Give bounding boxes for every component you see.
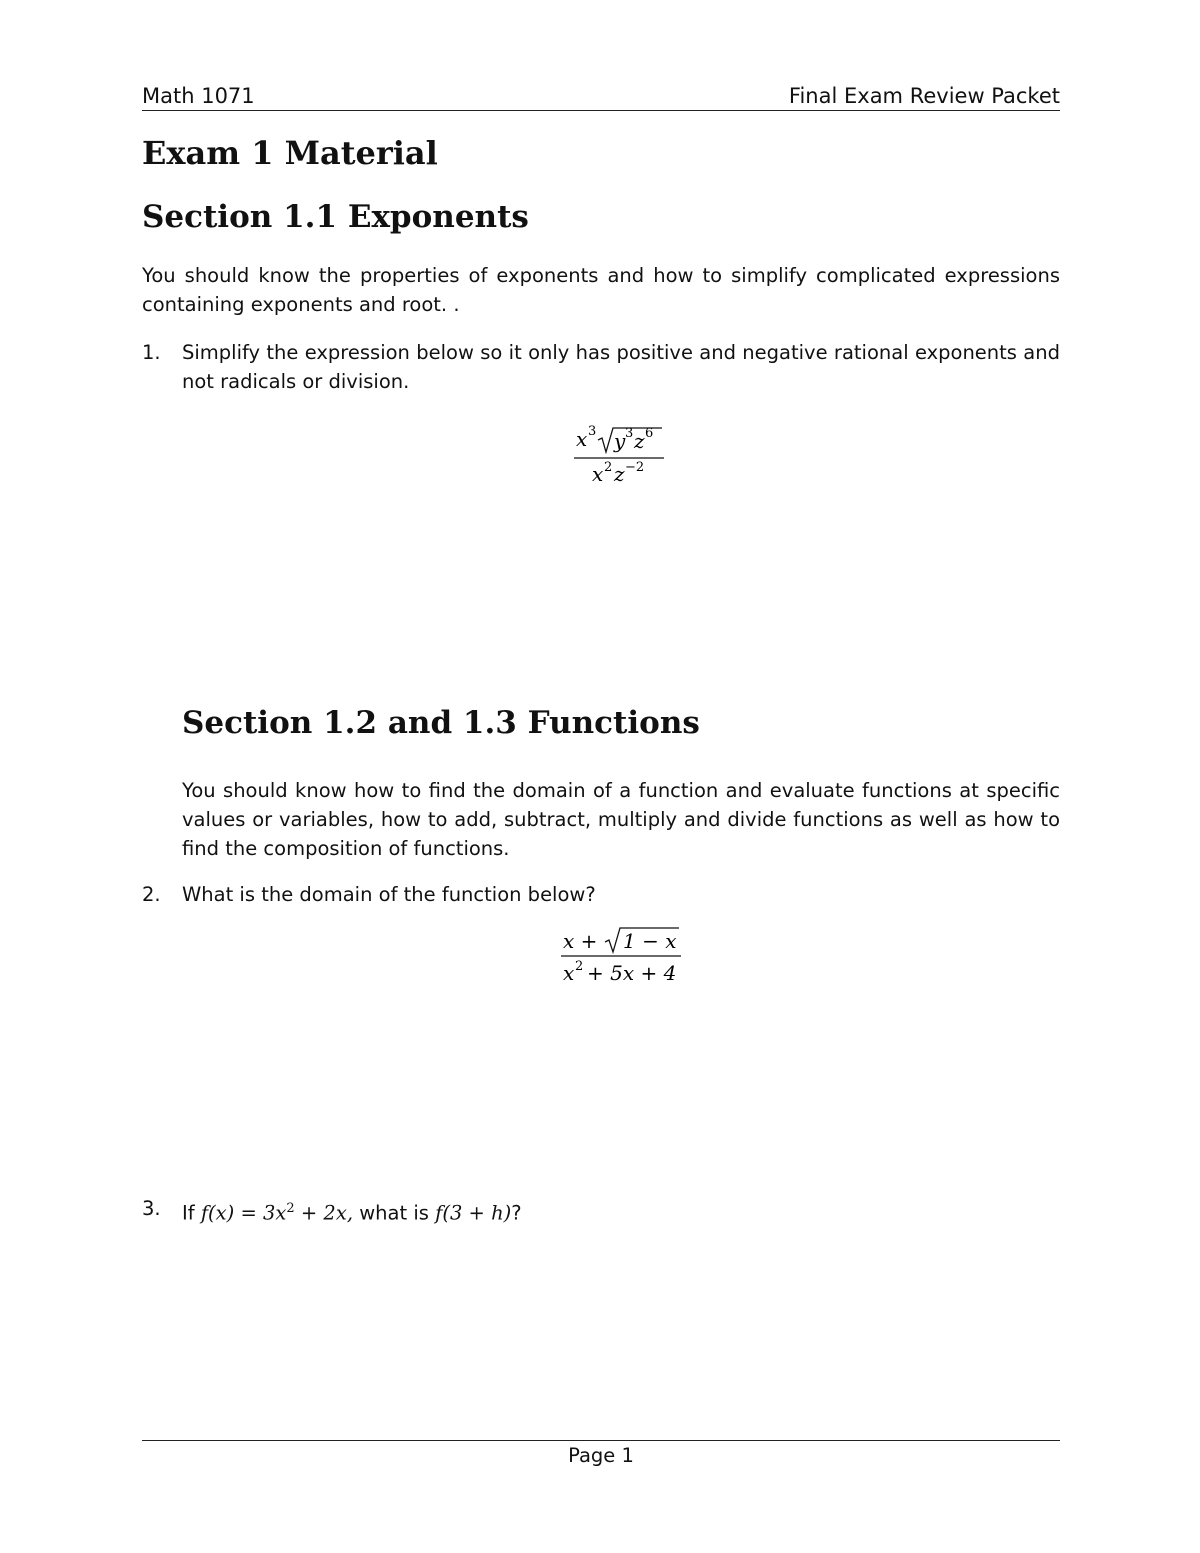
- formula-1-num-x-exp: 3: [588, 424, 597, 439]
- problem-1-number: 1.: [142, 341, 161, 364]
- problem-1: [142, 338, 1060, 398]
- section-1-1-intro: You should know the properties of exponents and how to simplify complicated expressions containing exponents and root. .: [142, 264, 1060, 316]
- formula-1-den-x: x: [592, 462, 604, 486]
- footer-rule: [142, 1440, 1060, 1441]
- problem-3-if: If: [182, 1201, 195, 1225]
- problem-3-number: 3.: [142, 1197, 161, 1220]
- formula-2-rad-content: 1 − x: [623, 929, 677, 953]
- formula-2-den-x-exp: 2: [575, 959, 584, 974]
- course-label: Math 1071: [142, 84, 255, 108]
- page-header: [142, 84, 1060, 111]
- problem-3-function-def-exp: 2: [286, 1201, 295, 1216]
- section-1-2-intro: You should know how to find the domain of a function and evaluate functions at specific values or variables, how to add, subtract, multiply and divide functions as well as how to find the composition of functions.: [182, 779, 1060, 860]
- problem-1-text: Simplify the expression below so it only has positive and negative rational exponents and not radicals or division.: [182, 341, 1060, 393]
- problem-2: [142, 880, 1060, 910]
- formula-1-rad-z-exp: 6: [645, 426, 654, 441]
- problem-3: [142, 1194, 1060, 1224]
- formula-1-den-z: z: [614, 462, 625, 486]
- formula-2-den-rest: + 5x + 4: [587, 961, 677, 985]
- problem-3-text: [182, 1194, 1060, 1228]
- formula-1-num-x: x: [576, 427, 588, 451]
- formula-2-den-x: x: [563, 961, 575, 985]
- exam-heading: Exam 1 Material: [142, 134, 438, 172]
- problem-3-question-mark: ?: [511, 1201, 522, 1225]
- problem-3-function-def: f(x) = 3x: [200, 1201, 287, 1225]
- formula-1-rad-y-exp: 3: [625, 426, 634, 441]
- section-1-1-title: Section 1.1 Exponents: [142, 199, 529, 235]
- formula-1-rad-y: y: [614, 429, 626, 453]
- formula-1-den-z-exp: −2: [625, 460, 645, 475]
- formula-2-num-left: x +: [563, 929, 598, 953]
- problem-1-formula: [560, 418, 680, 488]
- problem-2-text: What is the domain of the function below?: [182, 883, 596, 906]
- problem-3-what-is: what is: [359, 1201, 429, 1225]
- problem-2-number: 2.: [142, 883, 161, 906]
- problem-2-formula: [555, 922, 695, 988]
- document-title: Final Exam Review Packet: [788, 84, 1060, 108]
- formula-1-den-x-exp: 2: [604, 460, 613, 475]
- section-1-2-title: Section 1.2 and 1.3 Functions: [182, 705, 700, 741]
- formula-1-rad-z: z: [634, 429, 645, 453]
- problem-3-function-def-rest: + 2x,: [300, 1201, 354, 1225]
- page-number: Page 1: [568, 1444, 634, 1467]
- problem-3-function-eval: f(3 + h): [435, 1201, 512, 1225]
